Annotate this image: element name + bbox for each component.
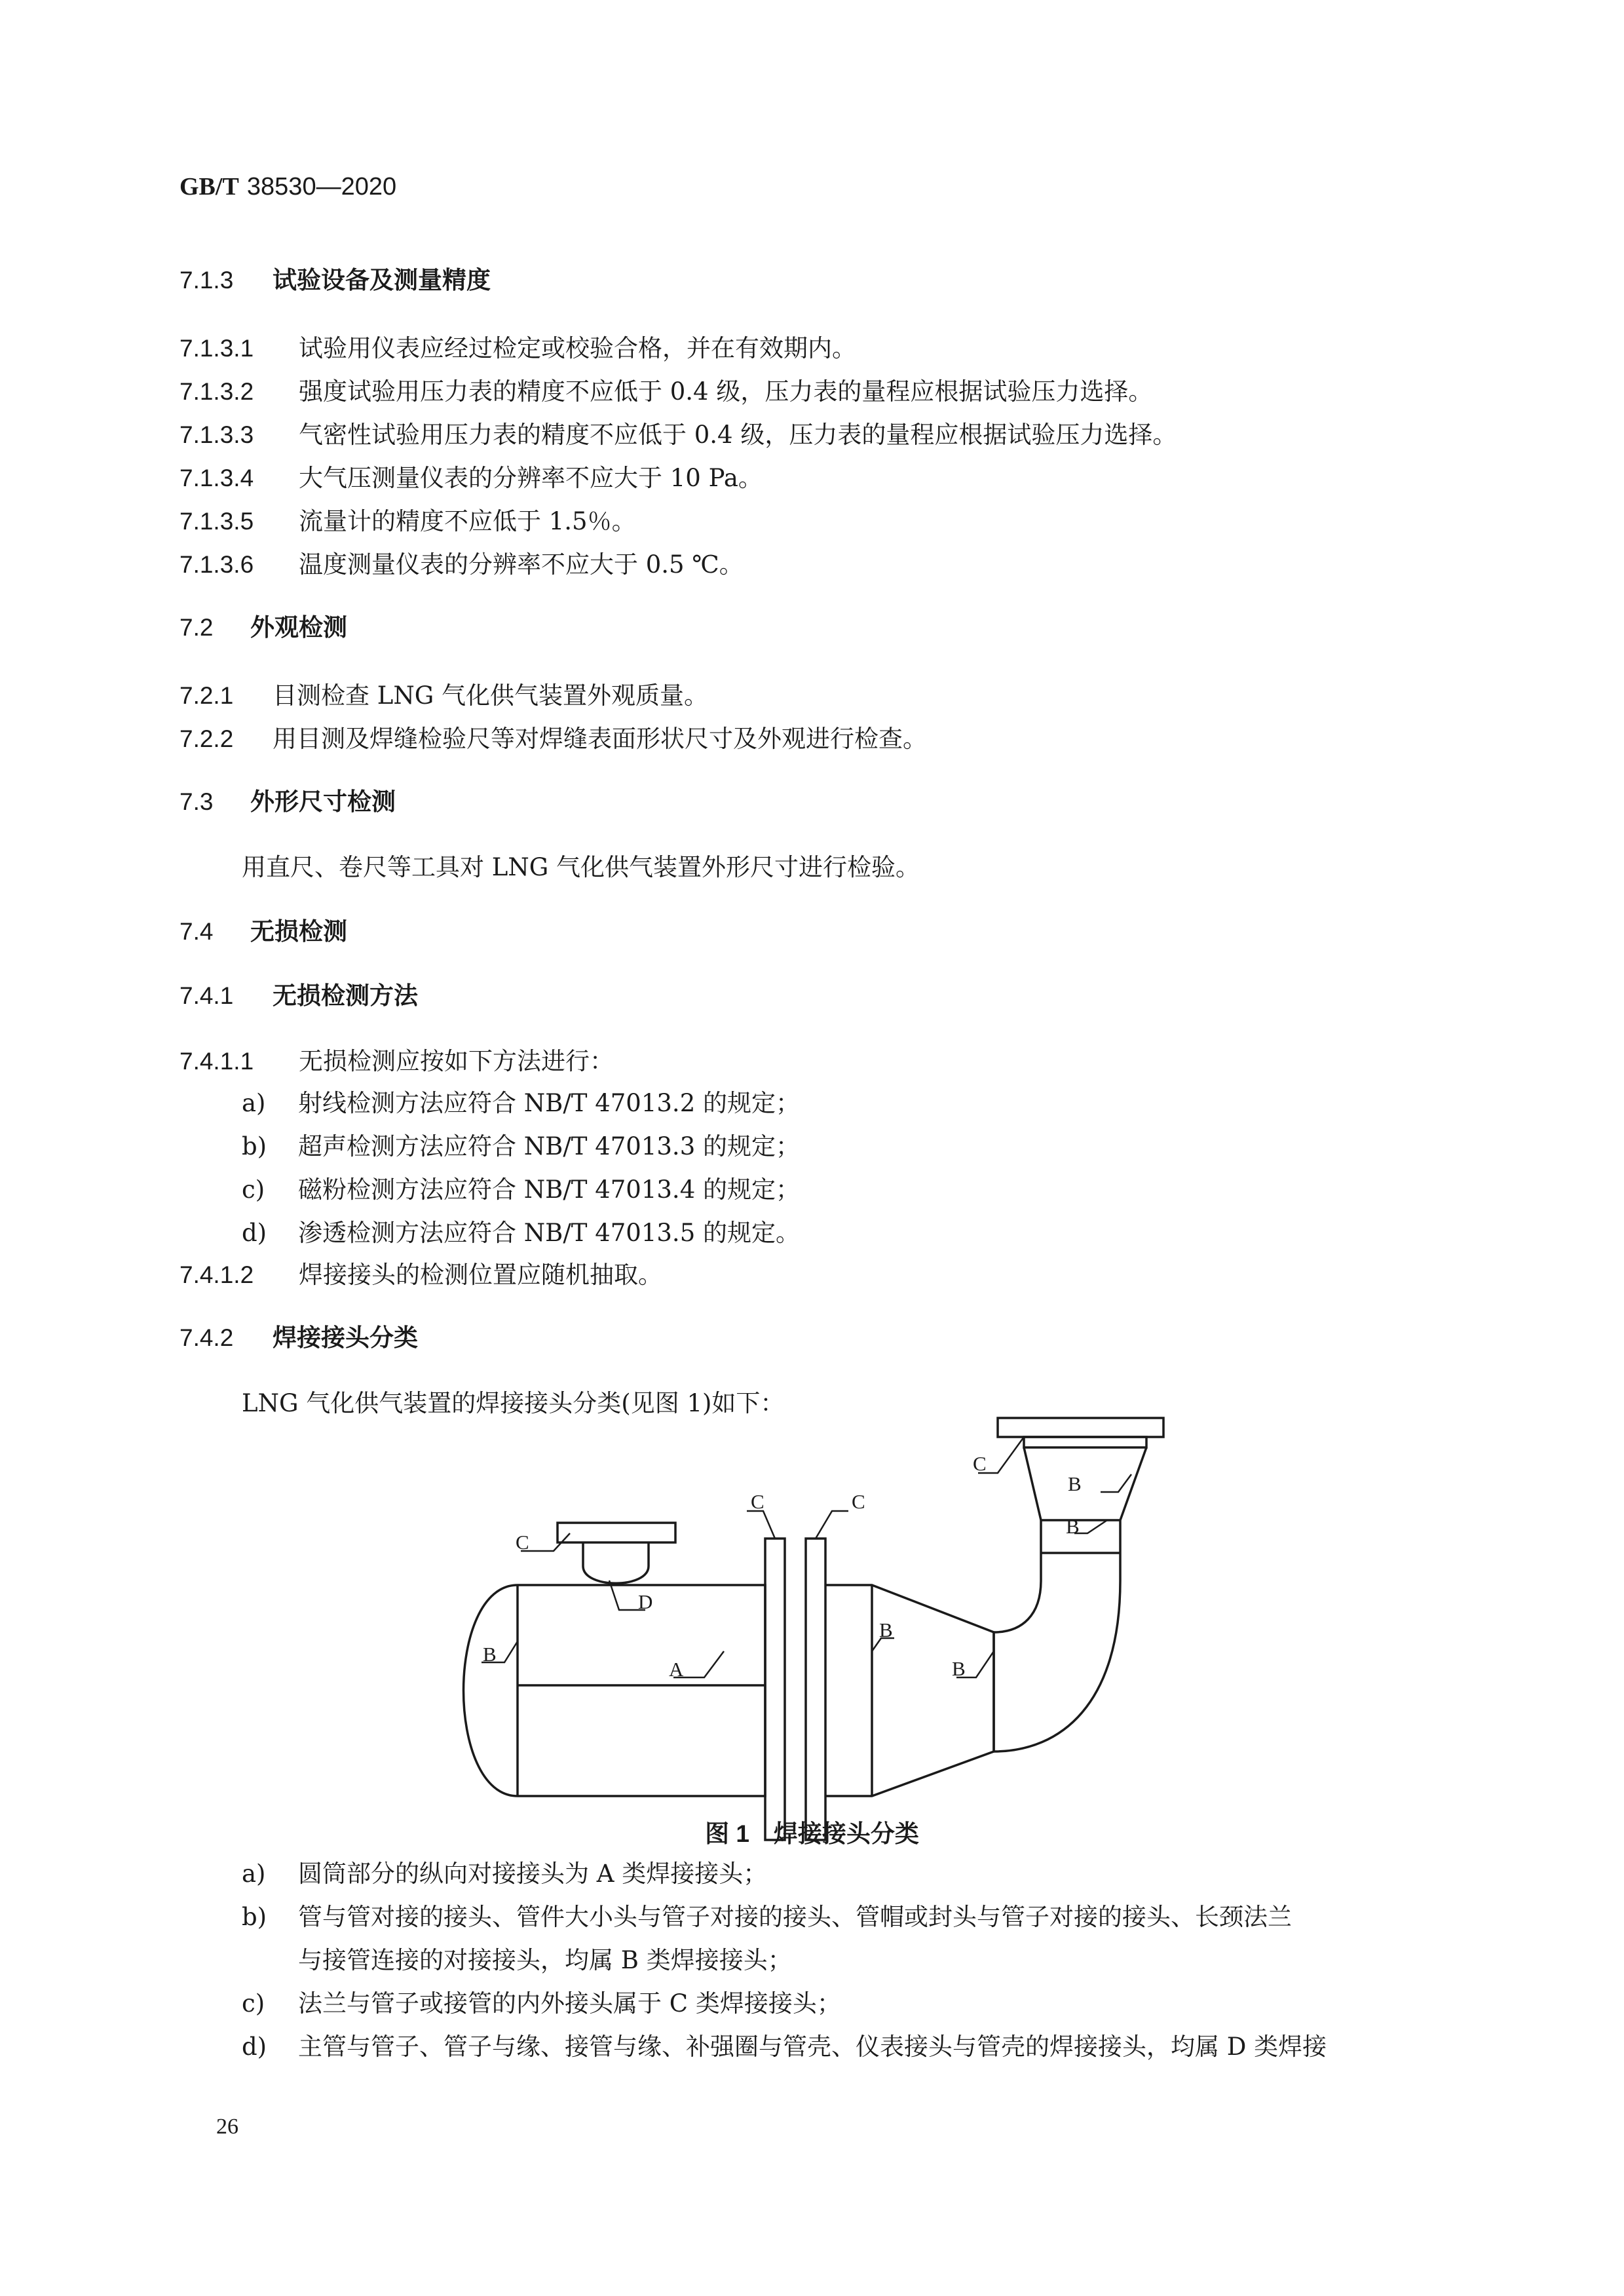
section-number: 7.4.2 — [179, 1324, 234, 1351]
label-c: C — [751, 1490, 765, 1513]
label-a: A — [669, 1658, 684, 1681]
paragraph-7-3: 用直尺、卷尺等工具对 LNG 气化供气装置外形尺寸进行检验。 — [242, 853, 920, 881]
list-label: d) — [242, 2033, 267, 2061]
clause-number: 7.1.3.1 — [179, 335, 254, 362]
list-text: 与接管连接的对接接头，均属 B 类焊接接头； — [298, 1946, 792, 1974]
list-text: 磁粉检测方法应符合 NB/T 47013.4 的规定； — [298, 1176, 800, 1204]
label-b: B — [1066, 1515, 1080, 1538]
page-number: 26 — [216, 2114, 238, 2139]
clause-text: 试验用仪表应经过检定或校验合格，并在有效期内。 — [299, 334, 856, 362]
clause-text: 焊接接头的检测位置应随机抽取。 — [299, 1261, 662, 1289]
leader-b-left — [482, 1641, 518, 1662]
top-nozzle-neck — [583, 1542, 649, 1583]
pipe-elbow — [994, 1553, 1120, 1751]
upper-reducer — [1024, 1447, 1146, 1553]
list-label: b) — [242, 1903, 267, 1931]
label-c: C — [973, 1452, 987, 1475]
leader-b-mid — [872, 1638, 894, 1651]
clause-number: 7.2.1 — [179, 682, 234, 709]
list-text: 管与管对接的接头、管件大小头与管子对接的接头、管帽或封头与管子对接的接头、长颈法兰 — [298, 1903, 1292, 1931]
figure-caption: 图 1 焊接接头分类 — [705, 1820, 919, 1847]
upper-flange — [998, 1418, 1163, 1437]
section-title: 无损检测 — [250, 918, 347, 945]
clause-text: 目测检查 LNG 气化供气装置外观质量。 — [273, 681, 709, 710]
standard-number: 38530—2020 — [246, 173, 397, 201]
clause-number: 7.2.2 — [179, 725, 234, 752]
list-text: 圆筒部分的纵向对接接头为 A 类焊接接头； — [298, 1860, 768, 1888]
clause-number: 7.1.3.6 — [179, 551, 254, 578]
section-number: 7.1.3 — [179, 267, 234, 294]
clause-number: 7.1.3.2 — [179, 378, 254, 405]
flange-left — [765, 1539, 785, 1840]
upper-nozzle — [1024, 1437, 1146, 1447]
leader-b-upper2 — [1074, 1520, 1107, 1533]
label-c: C — [852, 1490, 865, 1513]
section-title: 试验设备及测量精度 — [273, 267, 491, 294]
section-title: 外观检测 — [250, 614, 347, 641]
leader-d — [609, 1580, 645, 1610]
clause-number: 7.4.1.2 — [179, 1261, 254, 1288]
leader-c-top — [521, 1533, 570, 1551]
leader-c-upper — [978, 1437, 1024, 1473]
paragraph-7-4-2: LNG 气化供气装置的焊接接头分类(见图 1)如下： — [242, 1389, 785, 1417]
section-title: 焊接接头分类 — [273, 1324, 418, 1351]
clause-number: 7.4.1.1 — [179, 1048, 254, 1075]
list-label: b) — [242, 1132, 267, 1160]
standard-prefix: GB/T — [179, 173, 239, 201]
clause-text: 用目测及焊缝检验尺等对焊缝表面形状尺寸及外观进行检查。 — [273, 725, 927, 753]
section-number: 7.4 — [179, 918, 214, 945]
standard-header — [179, 172, 396, 201]
list-label: a) — [242, 1860, 266, 1888]
pipe-reducer — [825, 1585, 994, 1796]
section-number: 7.3 — [179, 788, 214, 815]
clause-text: 强度试验用压力表的精度不应低于 0.4 级，压力表的量程应根据试验压力选择。 — [299, 377, 1153, 406]
clause-text: 大气压测量仪表的分辨率不应大于 10 Pa。 — [299, 464, 763, 492]
label-d: D — [638, 1590, 653, 1613]
list-text: 射线检测方法应符合 NB/T 47013.2 的规定； — [298, 1089, 800, 1117]
label-b: B — [1068, 1472, 1082, 1495]
list-label: c) — [242, 1176, 265, 1204]
flange-right — [806, 1539, 825, 1840]
clause-text: 气密性试验用压力表的精度不应低于 0.4 级，压力表的量程应根据试验压力选择。 — [299, 421, 1177, 449]
list-text: 渗透检测方法应符合 NB/T 47013.5 的规定。 — [298, 1219, 800, 1247]
leader-c-mid-right — [816, 1511, 848, 1539]
label-b: B — [483, 1643, 497, 1666]
clause-number: 7.1.3.3 — [179, 421, 254, 448]
list-text: 主管与管子、管子与缘、接管与缘、补强圈与管壳、仪表接头与管壳的焊接接头，均属 D 类焊接 — [298, 2033, 1327, 2061]
section-number: 7.2 — [179, 614, 214, 641]
leader-c-mid-left — [747, 1511, 775, 1539]
label-b: B — [952, 1657, 966, 1680]
section-number: 7.4.1 — [179, 982, 234, 1009]
section-title: 无损检测方法 — [273, 982, 418, 1009]
section-title: 外形尺寸检测 — [250, 788, 396, 815]
clause-number: 7.1.3.4 — [179, 465, 254, 491]
clause-text: 流量计的精度不应低于 1.5％。 — [299, 507, 636, 535]
list-label: a) — [242, 1089, 266, 1117]
list-label: c) — [242, 1989, 265, 2018]
clause-text: 温度测量仪表的分辨率不应大于 0.5 ℃。 — [299, 550, 744, 579]
list-text: 法兰与管子或接管的内外接头属于 C 类焊接接头； — [298, 1989, 841, 2018]
joint-labels — [483, 1452, 1082, 1681]
leader-b-upper1 — [1101, 1474, 1131, 1492]
vessel-shell — [464, 1585, 766, 1796]
clause-text: 无损检测应按如下方法进行： — [299, 1047, 614, 1075]
list-label: d) — [242, 1219, 267, 1247]
top-flange — [557, 1523, 675, 1542]
clause-number: 7.1.3.5 — [179, 508, 254, 535]
leader-a — [673, 1651, 724, 1677]
leader-b-elbow — [956, 1651, 994, 1677]
label-b: B — [879, 1618, 893, 1641]
list-text: 超声检测方法应符合 NB/T 47013.3 的规定； — [298, 1132, 800, 1160]
label-c: C — [516, 1531, 529, 1554]
